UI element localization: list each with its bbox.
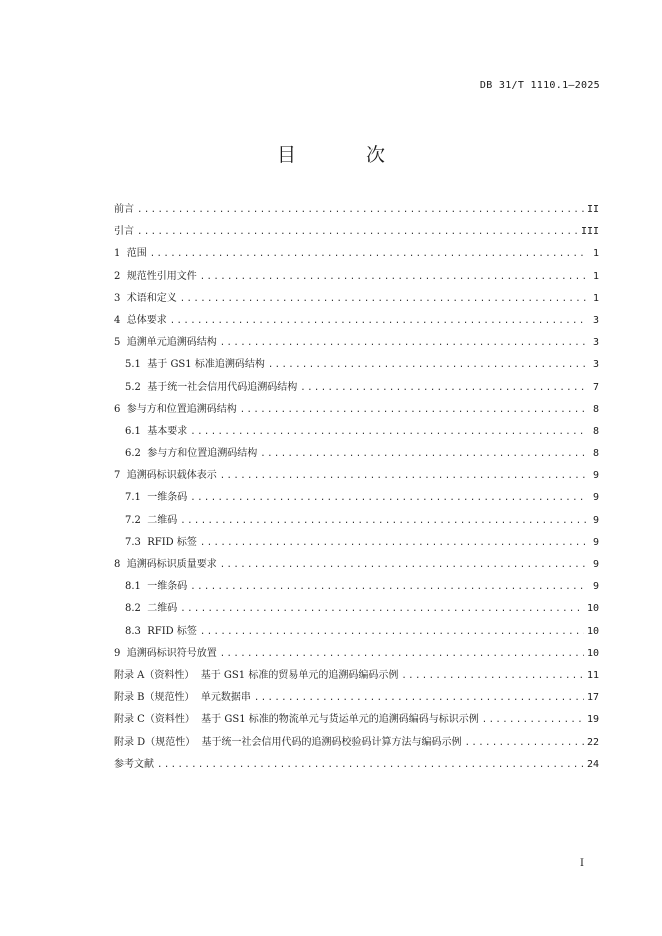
toc-entry[interactable] [114,709,599,731]
toc-leader-dots [220,643,584,665]
toc-entry-page: 9 [592,470,599,482]
toc-entry-page: 3 [592,359,599,371]
toc-leader-dots [268,354,586,376]
toc-entry-page: 8 [592,425,599,437]
toc-entry[interactable] [114,465,599,487]
toc-entry-label: 5.2 基于统一社会信用代码追溯码结构 [125,381,298,393]
toc-entry-label: 7 追溯码标识载体表示 [114,470,217,482]
toc-leader-dots [200,532,586,554]
toc-entry[interactable] [114,532,599,554]
toc-entry-page: 10 [586,603,599,615]
page-number: I [580,858,584,869]
toc-leader-dots [300,377,586,399]
toc-entry-label: 8.2 二维码 [125,603,178,615]
toc-entry-page: 9 [592,536,599,548]
toc-entry[interactable] [114,243,599,265]
toc-entry[interactable] [114,310,599,332]
toc-entry[interactable] [114,199,599,221]
toc-entry[interactable] [114,643,599,665]
toc-entry-page: 3 [592,314,599,326]
toc-entry-page: III [580,226,599,238]
toc-entry-page: 24 [586,758,599,770]
toc-entry[interactable] [114,576,599,598]
toc-leader-dots [254,687,584,709]
toc-entry-label: 5 追溯单元追溯码结构 [114,337,217,349]
toc-entry-page: 7 [592,381,599,393]
toc-entry-page: 17 [586,692,599,704]
toc-entry-label: 附录 B（规范性） 单元数据串 [114,692,251,704]
toc-leader-dots [465,732,584,754]
toc-entry-label: 4 总体要求 [114,314,167,326]
toc-leader-dots [180,510,586,532]
toc-entry-page: 8 [592,448,599,460]
toc-entry-page: II [586,204,599,215]
toc-entry-label: 8.1 一维条码 [125,581,188,593]
toc-entry[interactable] [114,377,599,399]
toc-entry-label: 7.3 RFID 标签 [125,536,197,548]
toc-entry-label: 3 术语和定义 [114,292,177,304]
toc-leader-dots [180,598,584,620]
toc-entry-label: 7.2 二维码 [125,514,178,526]
toc-leader-dots [240,399,586,421]
toc-entry-label: 7.1 一维条码 [125,492,188,504]
toc-leader-dots [190,487,586,509]
toc-leader-dots [220,554,586,576]
toc-leader-dots [157,754,584,776]
toc-leader-dots [401,665,584,687]
toc-entry-label: 9 追溯码标识符号放置 [114,647,217,659]
toc-entry[interactable] [114,354,599,376]
toc-title: 目 次 [276,144,418,166]
toc-entry-page: 9 [592,581,599,593]
toc-entry[interactable] [114,621,599,643]
toc-entry-page: 19 [586,714,599,726]
toc-entry-page: 8 [592,403,599,415]
toc-leader-dots [200,266,586,288]
toc-entry[interactable] [114,266,599,288]
toc-entry-label: 前言 [114,204,134,215]
toc-entry-page: 3 [592,337,599,349]
toc-leader-dots [137,221,578,243]
toc-entry-label: 参考文献 [114,758,154,770]
toc-leader-dots [260,443,586,465]
toc-entry-label: 附录 D（规范性） 基于统一社会信用代码的追溯码校验码计算方法与编码示例 [114,736,462,748]
toc-entry-page: 10 [586,625,599,637]
toc-entry-page: 11 [586,669,599,681]
toc-entry[interactable] [114,687,599,709]
toc-leader-dots [200,621,584,643]
toc-entry[interactable] [114,510,599,532]
toc-entry[interactable] [114,754,599,776]
toc-entry-label: 6.2 参与方和位置追溯码结构 [125,448,258,460]
toc-entry[interactable] [114,399,599,421]
toc-entry-label: 6 参与方和位置追溯码结构 [114,403,237,415]
toc-entry[interactable] [114,421,599,443]
toc-entry[interactable] [114,487,599,509]
toc-leader-dots [180,288,586,310]
toc-leader-dots [482,709,584,731]
toc-entry[interactable] [114,332,599,354]
toc-entry-label: 6.1 基本要求 [125,425,188,437]
toc-entry[interactable] [114,221,599,243]
toc-entry[interactable] [114,554,599,576]
toc-leader-dots [150,243,586,265]
toc-entry-label: 8.3 RFID 标签 [125,625,197,637]
toc-leader-dots [137,199,584,221]
standard-code: DB 31/T 1110.1—2025 [479,80,600,91]
toc-entry[interactable] [114,732,599,754]
toc-entry-page: 22 [586,736,599,748]
toc-entry-page: 1 [592,270,599,282]
toc-leader-dots [170,310,586,332]
toc-entry[interactable] [114,598,599,620]
toc-entry[interactable] [114,443,599,465]
toc-entry-label: 1 范围 [114,248,147,260]
toc-entry-page: 1 [592,248,599,260]
toc-entry[interactable] [114,665,599,687]
toc-entry-label: 附录 A（资料性） 基于 GS1 标准的贸易单元的追溯码编码示例 [114,669,399,681]
toc-entry-page: 9 [592,559,599,570]
toc-entry-label: 引言 [114,226,134,238]
toc-leader-dots [190,421,586,443]
toc-entry-label: 2 规范性引用文件 [114,270,197,282]
toc-entry-page: 1 [592,292,599,304]
toc-leader-dots [190,576,586,598]
toc-entry-label: 8 追溯码标识质量要求 [114,559,217,570]
toc-entry[interactable] [114,288,599,310]
toc-entry-page: 9 [592,514,599,526]
toc-leader-dots [220,465,586,487]
toc-leader-dots [220,332,586,354]
table-of-contents [114,199,599,776]
toc-entry-page: 10 [586,647,599,659]
toc-entry-page: 9 [592,492,599,504]
toc-entry-label: 5.1 基于 GS1 标准追溯码结构 [125,359,265,371]
toc-entry-label: 附录 C（资料性） 基于 GS1 标准的物流单元与货运单元的追溯码编码与标识示例 [114,714,479,726]
